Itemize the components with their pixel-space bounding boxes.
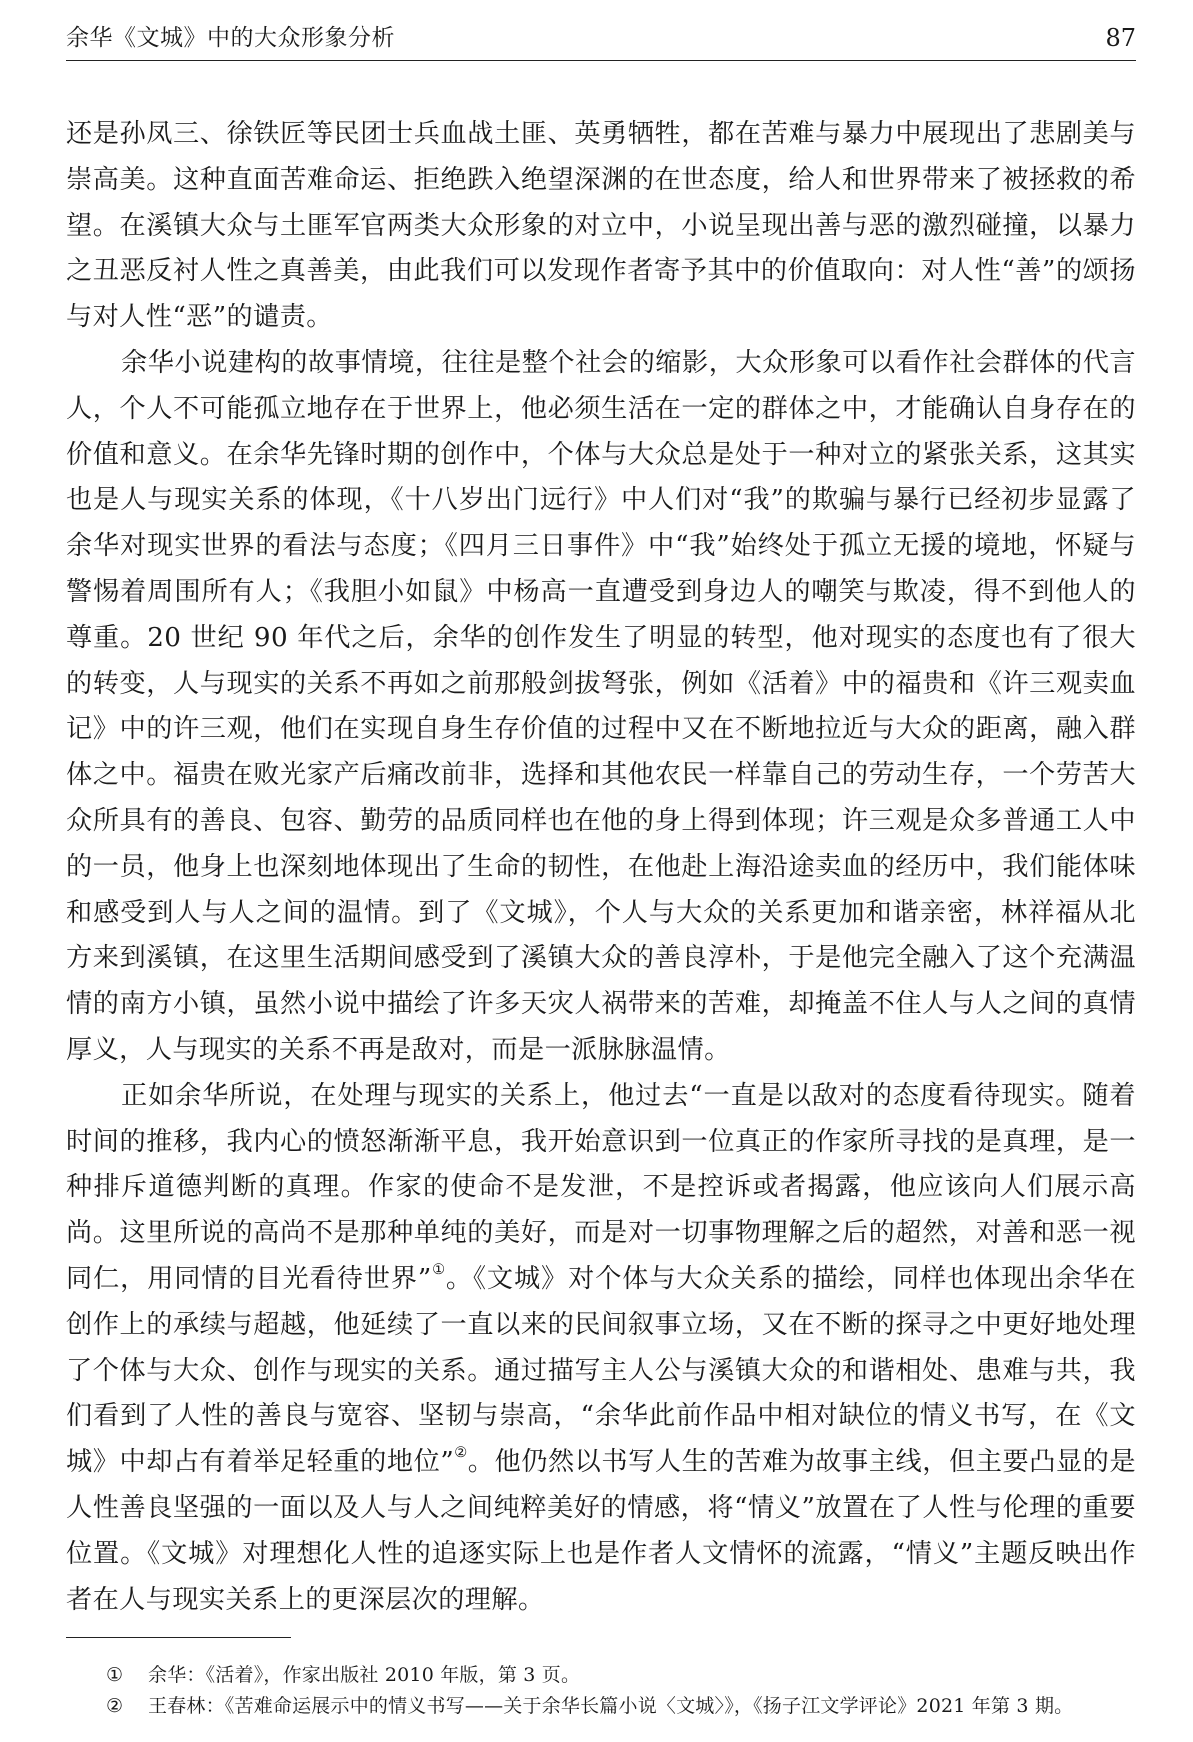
paragraph-3 [66,1074,1136,1624]
paragraph-3-part-b: 。《文城》对个体与大众关系的描绘，同样也体现出余华在创作上的承续与超越，他延续了一直以来的民间叙事立场，又在不断的探寻之中更好地处理了个体与大众、创作与现实的关系。通过描写主人公与溪镇大众的和谐相处、患难与共，我们看到了人性的善良与宽容、坚韧与崇高，“余华此前作品中相对缺位的情义书写，在《文城》中却占有着举足轻重的地位” [66,1263,1136,1478]
footnote-2 [106,1691,1136,1722]
article-body [66,112,1136,1623]
footnote-marker: ① [106,1664,124,1686]
footnote-text: 王春林：《苦难命运展示中的情义书写——关于余华长篇小说〈文城〉》，《扬子江文学评论》2021 年第 3 期。 [148,1695,1074,1717]
paragraph-2: 余华小说建构的故事情境，往往是整个社会的缩影，大众形象可以看作社会群体的代言人，个人不可能孤立地存在于世界上，他必须生活在一定的群体之中，才能确认自身存在的价值和意义。在余华先锋时期的创作中，个体与大众总是处于一种对立的紧张关系，这其实也是人与现实关系的体现，《十八岁出门远行》中人们对“我”的欺骗与暴行已经初步显露了余华对现实世界的看法与态度；《四月三日事件》中“我”始终处于孤立无援的境地，怀疑与警惕着周围所有人；《我胆小如鼠》中杨高一直遭受到身边人的嘲笑与欺凌，得不到他人的尊重。20 世纪 90 年代之后，余华的创作发生了明显的转型，他对现实的态度也有了很大的转变，人与现实的关系不再如之前那般剑拔弩张，例如《活着》中的福贵和《许三观卖血记》中的许三观，他们在实现自身生存价值的过程中又在不断地拉近与大众的距离，融入群体之中。福贵在败光家产后痛改前非，选择和其他农民一样靠自己的劳动生存，一个劳苦大众所具有的善良、包容、勤劳的品质同样也在他的身上得到体现；许三观是众多普通工人中的一员，他身上也深刻地体现出了生命的韧性，在他赴上海沿途卖血的经历中，我们能体味和感受到人与人之间的温情。到了《文城》，个人与大众的关系更加和谐亲密，林祥福从北方来到溪镇，在这里生活期间感受到了溪镇大众的善良淳朴，于是他完全融入了这个充满温情的南方小镇，虽然小说中描绘了许多天灾人祸带来的苦难，却掩盖不住人与人之间的真情厚义，人与现实的关系不再是敌对，而是一派脉脉温情。 [66,347,1136,1065]
paragraph-3-part-a: 正如余华所说，在处理与现实的关系上，他过去“一直是以敌对的态度看待现实。随着时间的推移，我内心的愤怒渐渐平息，我开始意识到一位真正的作家所寻找的是真理，是一种排斥道德判断的真理。作家的使命不是发泄，不是控诉或者揭露，他应该向人们展示高尚。这里所说的高尚不是那种单纯的美好，而是对一切事物理解之后的超然，对善和恶一视同仁，用同情的目光看待世界” [66,1080,1136,1294]
paragraph-3-part-c: 。他仍然以书写人生的苦难为故事主线，但主要凸显的是人性善良坚强的一面以及人与人之间纯粹美好的情感，将“情义”放置在了人性与伦理的重要位置。《文城》对理想化人性的追逐实际上也是作者人文情怀的流露，“情义”主题反映出作者在人与现实关系上的更深层次的理解。 [66,1447,1137,1615]
footnotes [106,1660,1136,1722]
footnote-ref-1[interactable]: ① [431,1261,446,1278]
paragraph-1: 还是孙凤三、徐铁匠等民团士兵血战土匪、英勇牺牲，都在苦难与暴力中展现出了悲剧美与崇高美。这种直面苦难命运、拒绝跌入绝望深渊的在世态度，给人和世界带来了被拯救的希望。在溪镇大众与土匪军官两类大众形象的对立中，小说呈现出善与恶的激烈碰撞，以暴力之丑恶反衬人性之真善美，由此我们可以发现作者寄予其中的价值取向：对人性“善”的颂扬与对人性“恶”的谴责。 [66,119,1136,333]
footnote-marker: ② [106,1695,124,1717]
footnote-text: 余华：《活着》，作家出版社 2010 年版，第 3 页。 [148,1664,581,1686]
running-header [66,14,1136,61]
footnote-ref-2[interactable]: ② [454,1445,468,1462]
page-number: 87 [1105,24,1136,52]
footnote-divider [66,1637,291,1638]
running-header-title: 余华《文城》中的大众形象分析 [66,25,395,51]
footnote-1 [106,1660,1136,1691]
